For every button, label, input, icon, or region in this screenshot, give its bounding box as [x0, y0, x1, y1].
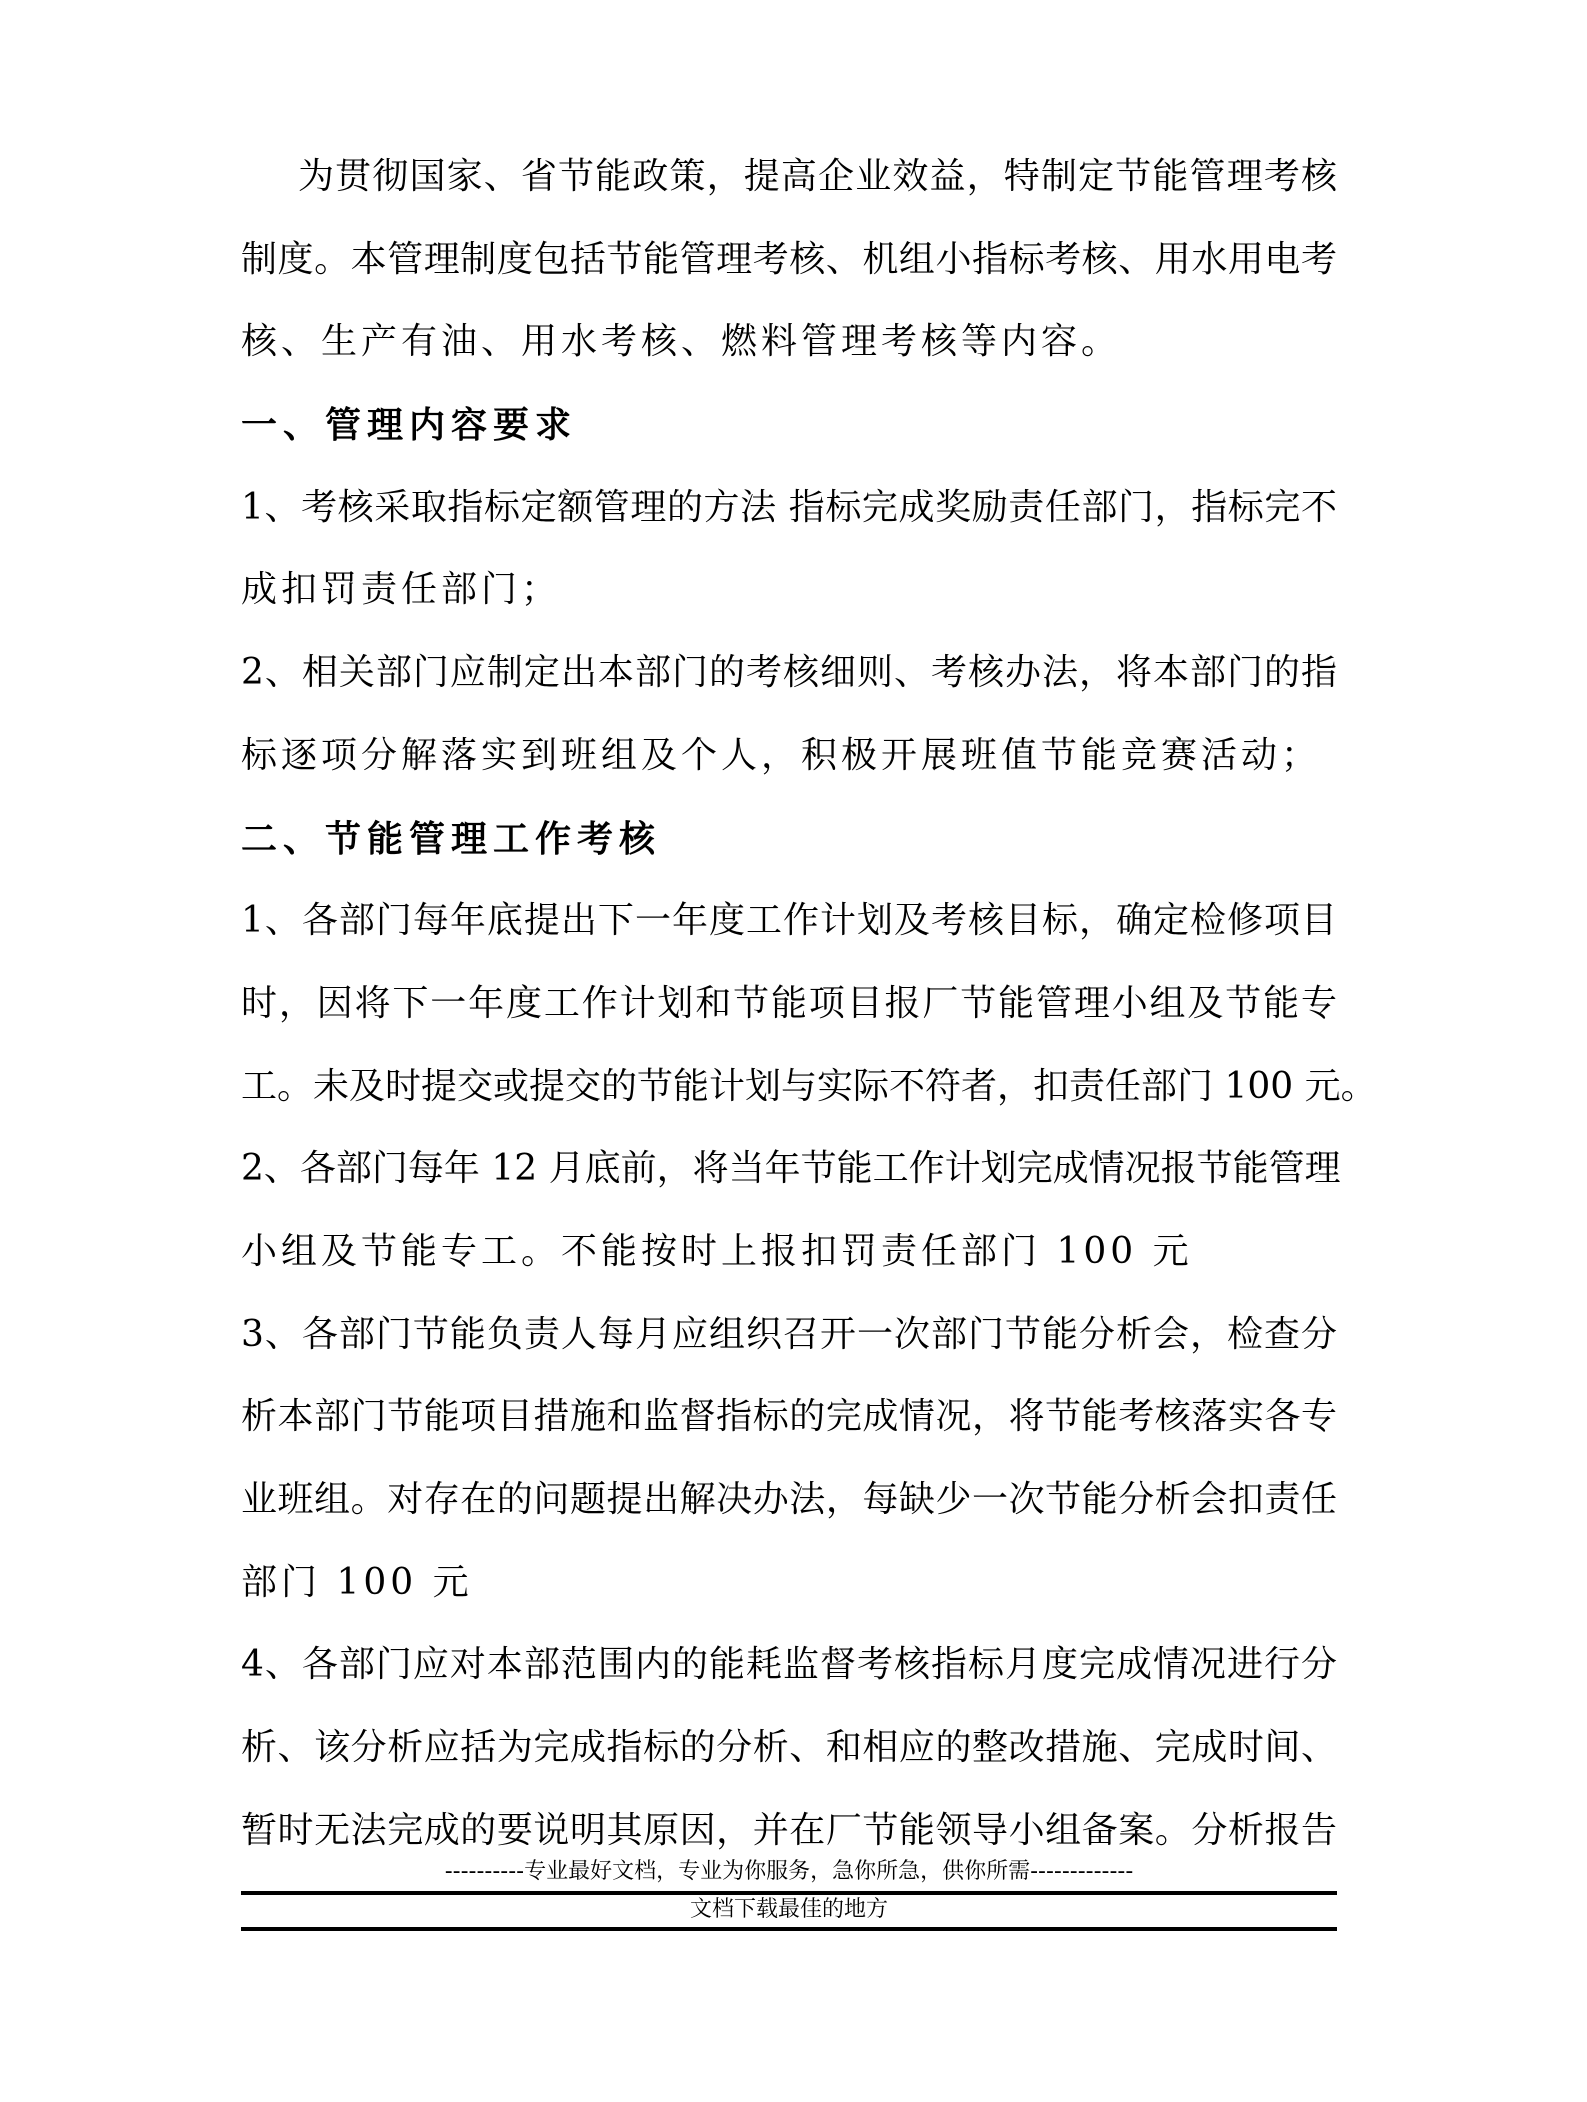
- text-line: 3、各部门节能负责人每月应组织召开一次部门节能分析会，检查分: [241, 1313, 1337, 1355]
- text-line: 小组及节能专工。不能按时上报扣罚责任部门 100 元: [241, 1230, 1193, 1272]
- document-body: [241, 136, 1377, 1872]
- section-heading: 一、管理内容要求: [241, 404, 578, 447]
- text-line: 析、该分析应括为完成指标的分析、和相应的整改措施、完成时间、: [241, 1727, 1337, 1769]
- footer-divider-bottom: [241, 1927, 1337, 1931]
- text-line: 为贯彻国家、省节能政策，提高企业效益，特制定节能管理考核: [298, 156, 1337, 197]
- section-heading: 二、节能管理工作考核: [241, 817, 662, 860]
- text-line: 1、各部门每年底提出下一年度工作计划及考核目标，确定检修项目: [241, 900, 1337, 942]
- text-line: 制度。本管理制度包括节能管理考核、机组小指标考核、用水用电考: [241, 238, 1337, 280]
- text-line: 部门 100 元: [241, 1561, 473, 1603]
- text-line: 时，因将下一年度工作计划和节能项目报厂节能管理小组及节能专: [241, 982, 1337, 1024]
- text-line: 核、生产有油、用水考核、燃料管理考核等内容。: [241, 321, 1122, 363]
- text-line: 暂时无法完成的要说明其原因，并在厂节能领导小组备案。分析报告: [241, 1809, 1337, 1851]
- footer-site-text: 文档下载最佳的地方: [689, 1897, 888, 1922]
- text-line: 标逐项分解落实到班组及个人，积极开展班值节能竞赛活动；: [241, 734, 1322, 776]
- footer-divider-top: [241, 1891, 1337, 1895]
- text-line: 业班组。对存在的问题提出解决办法，每缺少一次节能分析会扣责任: [241, 1479, 1337, 1520]
- text-line: 2、各部门每年 12 月底前，将当年节能工作计划完成情况报节能管理: [241, 1148, 1341, 1190]
- text-line: 4、各部门应对本部范围内的能耗监督考核指标月度完成情况进行分: [241, 1644, 1337, 1686]
- text-line: 成扣罚责任部门；: [241, 569, 562, 611]
- text-line: 析本部门节能项目措施和监督指标的完成情况，将节能考核落实各专: [241, 1396, 1337, 1438]
- text-line: 工。未及时提交或提交的节能计划与实际不符者，扣责任部门 100 元。: [241, 1065, 1377, 1107]
- text-line: 2、相关部门应制定出本部门的考核细则、考核办法，将本部门的指: [241, 652, 1337, 694]
- footer-slogan: ----------专业最好文档，专业为你服务，急你所急，供你所需-------------: [444, 1859, 1134, 1884]
- text-line: 1、考核采取指标定额管理的方法 指标完成奖励责任部门，指标完不: [241, 486, 1337, 528]
